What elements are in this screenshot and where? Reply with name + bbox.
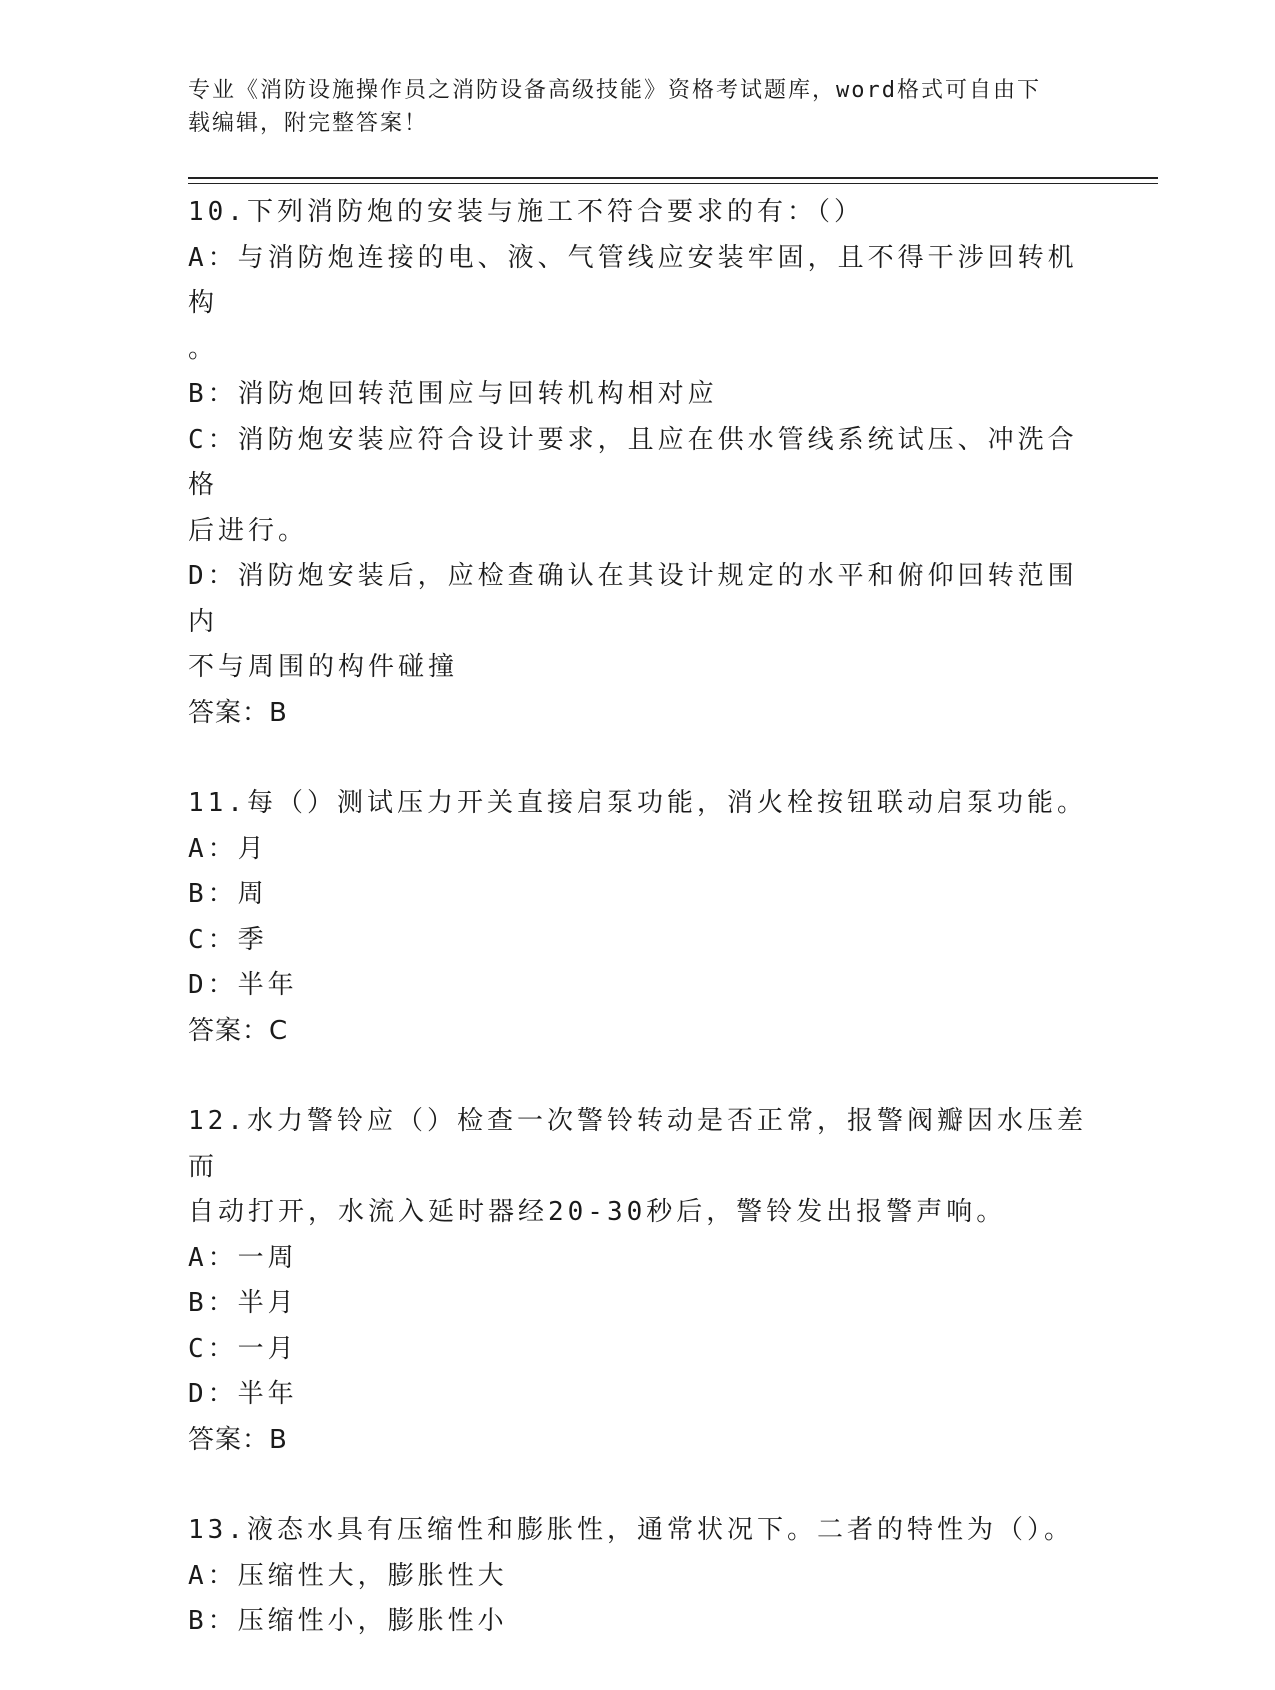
question-list bbox=[188, 190, 1088, 1690]
question-11-option-a: A：月 bbox=[188, 833, 268, 864]
question-11-option-d: D：半年 bbox=[188, 970, 298, 1000]
question-10-option-c-cont: 后进行。 bbox=[188, 515, 309, 546]
header-line-1: 专业《消防设施操作员之消防设备高级技能》资格考试题库，word格式可自由下 bbox=[188, 78, 1041, 103]
question-12-option-b: B：半月 bbox=[188, 1288, 298, 1318]
question-13 bbox=[188, 1508, 1088, 1645]
question-10 bbox=[188, 190, 1088, 736]
header-divider-thick bbox=[188, 177, 1158, 179]
question-10-option-c: C：消防炮安装应符合设计要求，且应在供水管线系统试压、冲洗合格 bbox=[188, 424, 1078, 500]
document-header bbox=[188, 74, 1068, 140]
question-10-option-a-cont: 。 bbox=[188, 333, 219, 364]
question-12 bbox=[188, 1099, 1088, 1463]
question-11-answer: 答案：C bbox=[188, 1015, 289, 1046]
question-10-option-a: A：与消防炮连接的电、液、气管线应安装牢固，且不得干涉回转机构 bbox=[188, 242, 1078, 318]
question-12-stem-cont: 自动打开，水流入延时器经20-30秒后，警铃发出报警声响。 bbox=[188, 1197, 1007, 1227]
question-11-option-c: C：季 bbox=[188, 924, 268, 955]
header-line-2: 载编辑，附完整答案！ bbox=[188, 111, 429, 136]
question-13-option-b: B：压缩性小，膨胀性小 bbox=[188, 1606, 508, 1636]
question-11 bbox=[188, 781, 1088, 1054]
question-12-option-a: A：一周 bbox=[188, 1242, 298, 1273]
question-12-answer: 答案：B bbox=[188, 1424, 288, 1455]
question-11-option-b: B：周 bbox=[188, 879, 268, 909]
question-10-stem: 10.下列消防炮的安装与施工不符合要求的有：（） bbox=[188, 197, 864, 227]
question-13-stem: 13.液态水具有压缩性和膨胀性，通常状况下。二者的特性为（）。 bbox=[188, 1515, 1074, 1545]
question-12-option-c: C：一月 bbox=[188, 1333, 298, 1364]
question-10-option-d-cont: 不与周围的构件碰撞 bbox=[188, 652, 459, 682]
question-12-stem: 12.水力警铃应（）检查一次警铃转动是否正常，报警阀瓣因水压差而 bbox=[188, 1106, 1087, 1182]
question-10-option-b: B：消防炮回转范围应与回转机构相对应 bbox=[188, 379, 718, 409]
header-divider-thin bbox=[188, 183, 1158, 184]
question-11-stem: 11.每（）测试压力开关直接启泵功能，消火栓按钮联动启泵功能。 bbox=[188, 788, 1087, 818]
question-10-option-d: D：消防炮安装后，应检查确认在其设计规定的水平和俯仰回转范围内 bbox=[188, 561, 1078, 637]
question-13-option-a: A：压缩性大，膨胀性大 bbox=[188, 1560, 508, 1591]
question-10-answer: 答案：B bbox=[188, 697, 288, 728]
question-12-option-d: D：半年 bbox=[188, 1379, 298, 1409]
